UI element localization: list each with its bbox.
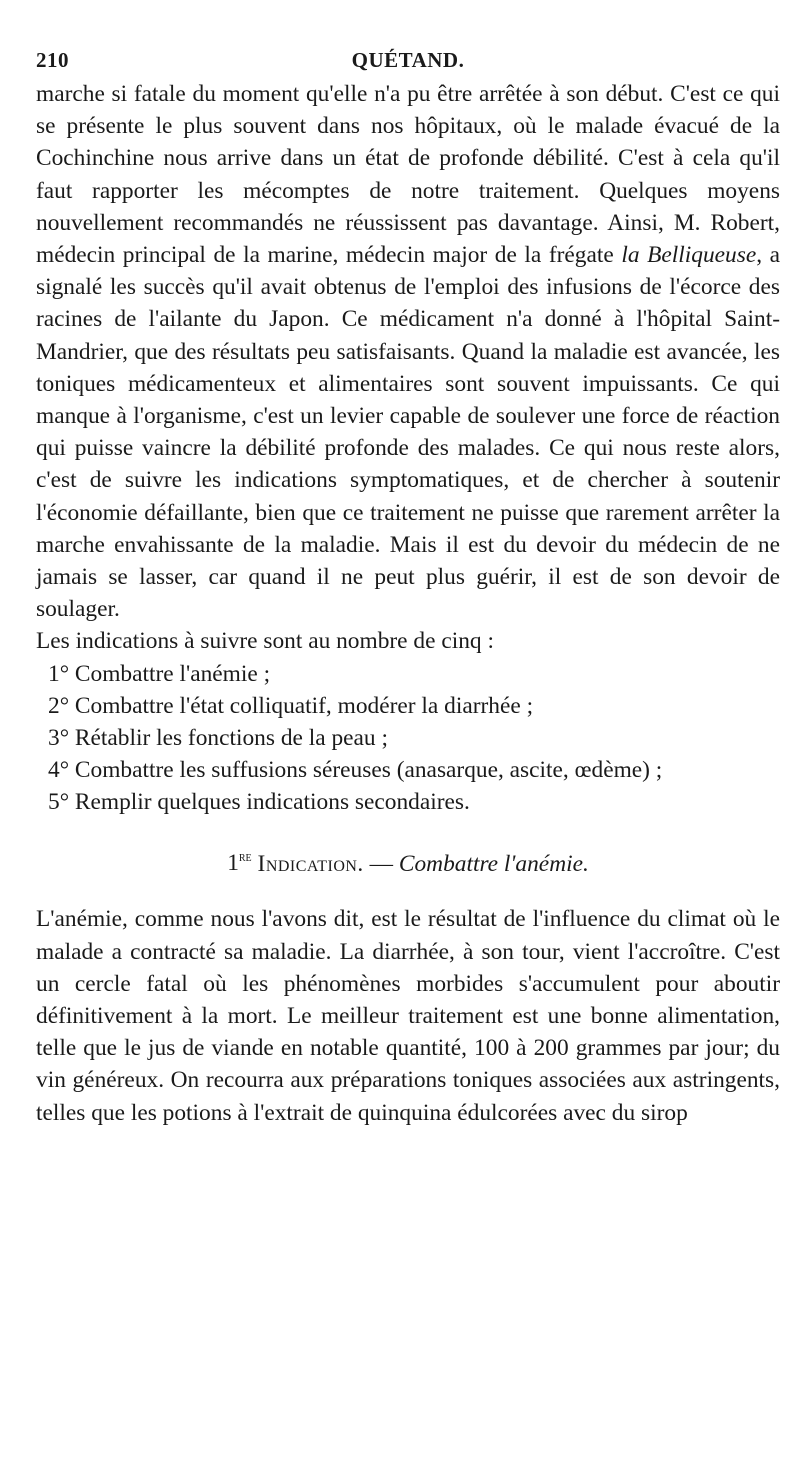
page-number: 210 [36, 48, 69, 72]
list-item: 5° Remplir quelques indications secondaires. [48, 789, 470, 816]
list-item: 1° Combattre l'anémie ; [48, 660, 271, 687]
list-item: 4° Combattre les suffusions séreuses (anasarque, ascite, œdème) ; [48, 757, 663, 784]
heading-number: 1re [227, 850, 252, 877]
paragraph-1-part-b: , a signalé les succès qu'il avait obtenus de l'emploi des infusions de l'écorce des racines de l'ailante du Japon. Ce médicament n'a donné à l'hôpital Saint-Mandrier, que des résultats peu satisfaisants. Quand la maladie est avancée, les toniques médicamenteux et alimentaires sont souvent impuissants. Ce qui manque à l'organisme, c'est un levier capable de soulever une force de réaction qui puisse vaincre la débilité profonde des malades. Ce qui nous reste alors, c'est de suivre les indications symptomatiques, et de chercher à soutenir l'économie défaillante, bien que ce traitement ne puisse que rarement arrêter la marche envahissante de la maladie. Mais il est du devoir du médecin de ne jamais se lasser, car quand il ne peut plus guérir, il est de son devoir de soulager. [36, 242, 780, 623]
ship-name: la Belliqueuse [621, 242, 757, 269]
heading-dash: — [363, 850, 399, 877]
section-heading [36, 843, 780, 880]
running-title: QUÉTAND. [351, 48, 465, 72]
heading-title: Combattre l'anémie. [398, 850, 589, 877]
book-page [36, 48, 780, 1129]
list-item: 2° Combattre l'état colliquatif, modérer la diarrhée ; [48, 692, 534, 719]
heading-number-sup: re [238, 850, 252, 866]
paragraph-3: L'anémie, comme nous l'avons dit, est le résultat de l'influence du climat où le malade a contracté sa maladie. La diarrhée, à son tour, vient l'accroître. C'est un cercle fatal où les phénomènes morbides s'accumulent pour aboutir définitivement à la mort. Le meilleur traitement est une bonne alimentation, telle que le jus de viande en notable quantité, 100 à 200 grammes par jour; du vin généreux. On recourra aux préparations toniques associées aux astringents, telles que les potions à l'extrait de quinquina édulcorées avec du sirop [36, 906, 780, 1126]
list-item: 3° Rétablir les fonctions de la peau ; [48, 725, 388, 752]
indications-list [36, 658, 780, 819]
paragraph-2: Les indications à suivre sont au nombre de cinq : [36, 628, 494, 655]
running-head [36, 48, 780, 78]
heading-label: Indication. [257, 850, 364, 877]
paragraph-1 [36, 78, 780, 625]
body-text [36, 78, 780, 1129]
paragraph-1-part-a: marche si fatale du moment qu'elle n'a pu être arrêtée à son début. C'est ce qui se présente le plus souvent dans nos hôpitaux, où le malade évacué de la Cochinchine nous arrive dans un état de profonde débilité. C'est à cela qu'il faut rapporter les mécomptes de notre traitement. Quelques moyens nouvellement recommandés ne réussissent pas davantage. Ainsi, M. Robert, médecin principal de la marine, médecin major de la frégate [36, 81, 780, 269]
